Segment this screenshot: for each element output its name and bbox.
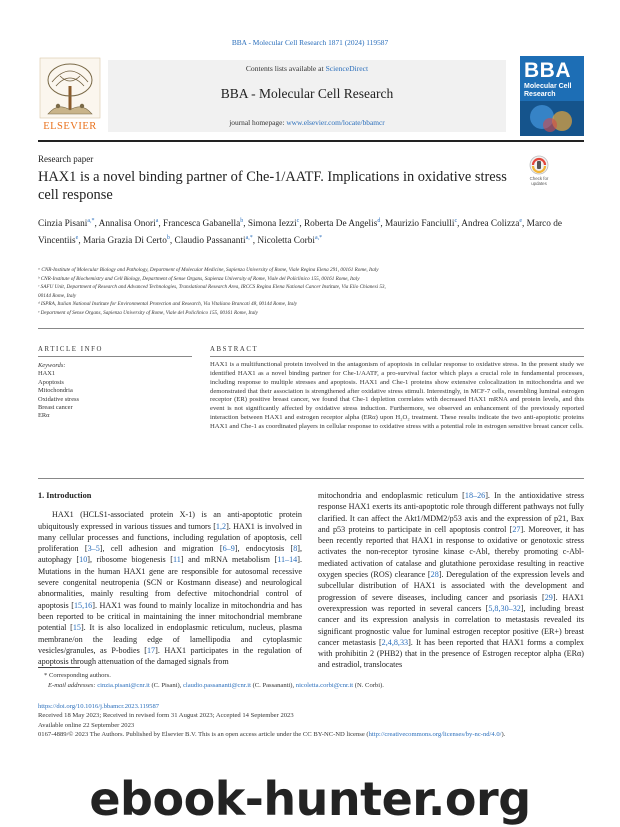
affiliation-line: 00144 Rome, Italy	[38, 292, 77, 299]
author-affiliation-mark[interactable]: b	[240, 218, 244, 224]
citation-link[interactable]: 15,16	[73, 600, 93, 610]
abstract-text: HAX1 is a multifunctional protein involved in the antagonism of apoptosis in cellular response to oxidative stress. In the present study we identified HAX1 as a novel binding partner for Che-1/AATF, a pro-survival factor which plays a crucial role in fundamental processes, including response to multiple stresses and apoptosis. HAX1 and Che-1 proteins show extensive colocalization in mitochondria and we demonstrated that their association is strengthened after oxidative stress stimuli. Interestingly, in MCF-7 cells, resembling luminal estrogen receptor (ER) positive breast cancer, we found that Che-1 depletion correlates with decreased HAX1 mRNA and protein levels, and this event is not significantly affected by oxidative stress induction. Furthermore, we observed an enhancement of the previously reported interaction between HAX1 and estrogen receptor alpha (ERα) upon H₂O₂ treatment. These results indicate the two anti-apoptotic proteins HAX1 and Che-1 as coordinated players in cellular response to oxidative stress with a potential role in estrogen sensitive breast cancer cells.	[210, 361, 584, 430]
email-owner: (C. Passananti),	[250, 682, 296, 689]
text-run: ]. Mutations in the human HAX1 gene are responsible for autosomal recessive severe congenital neutropenia (SCN or Kostmann disease) and neurological abnormalities, mainly resulting from defective mitochondrial control of apoptosis [	[38, 555, 302, 610]
license-end: ).	[501, 731, 506, 739]
keyword: Mitochondria	[38, 387, 73, 395]
article-type: Research paper	[38, 154, 94, 164]
citation-link[interactable]: 5,8,30–32	[488, 603, 521, 613]
citation-link[interactable]: 3–5	[87, 544, 100, 554]
cover-title: BBA	[524, 59, 571, 82]
keywords-block	[38, 362, 79, 421]
text-run: ]. In the antioxidative stress response HAX1 exerts its anti-apoptotic role through different pathways not fully clarified. It can affect the Akt1/MDM2/p53 axis and the expression of p21, Bax and p53 proteins to participate in cell apoptosis control [	[318, 491, 584, 534]
cover-subtitle: Molecular Cell Research	[524, 83, 572, 98]
journal-reference[interactable]: BBA - Molecular Cell Research 1871 (2024) 119587	[231, 38, 389, 47]
author-name[interactable]: Maurizio Fanciulli	[384, 219, 455, 230]
author-list: Cinzia Pisani$^{a,*}$, Annalisa Onori$^a$, Francesca Gabanella$^b$, Simona Iezzi$^c$, Roberta De Angelis$^d$, Maurizio Fanciulli$^c$, Andrea Colizza$^e$, Marco de Vincentiis$^e$, Maria Grazia Di Certo$^b$, Claudio Passananti$^{a,*}$, Nicoletta Corbi$^{a,*}$	[38, 218, 563, 247]
check-updates-text	[521, 176, 557, 186]
license-link[interactable]: http://creativecommons.org/licenses/by-nc-nd/4.0/	[368, 731, 502, 739]
keyword: Breast cancer	[38, 404, 73, 412]
text-run: ]. It has been reported that HAX1 forms a complex with prohibitin 2 (PHB2) that in the presence of Estrogen receptor alpha (ERα) and estradiol, translocates	[318, 637, 584, 670]
license-statement	[38, 730, 584, 739]
masthead	[38, 56, 584, 134]
email-addresses	[38, 681, 584, 691]
homepage-prefix: journal homepage:	[229, 118, 287, 127]
text-run: HAX1 (HCLS1-associated protein X-1) is an anti-apoptotic protein ubiquitously expressed in various tissues and tumors [	[38, 510, 302, 531]
email-label: E-mail addresses:	[48, 682, 98, 689]
keyword: Apoptosis	[38, 378, 64, 386]
author-affiliation-mark[interactable]: b	[166, 235, 170, 242]
author-affiliation-mark[interactable]: c	[454, 218, 458, 224]
keyword: HAX1	[38, 370, 56, 378]
publication-info	[38, 702, 584, 740]
keyword: ERα	[38, 412, 50, 420]
author-affiliation-mark[interactable]: a	[155, 218, 159, 224]
cover-art-icon	[520, 101, 584, 136]
intro-left-paragraph	[38, 509, 302, 667]
citation-link[interactable]: 17	[146, 645, 156, 655]
text-run: ]. HAX1 was found to mainly localize in mitochondria and has been reported to be critical in maintaining the inner mitochondrial membrane potential [	[38, 600, 302, 633]
author-name[interactable]: Marco de Vincentiis	[38, 219, 563, 247]
email-link[interactable]: cinzia.pisani@cnr.it	[97, 682, 150, 689]
author-affiliation-mark[interactable]: a,*	[314, 235, 323, 242]
journal-title: BBA - Molecular Cell Research	[220, 86, 394, 101]
author-name[interactable]: Annalisa Onori	[98, 219, 156, 230]
check-updates-line2: updates	[531, 181, 547, 186]
text-run: ], cell adhesion and migration [	[99, 544, 223, 554]
text-run: ], endocytosis [	[234, 544, 294, 554]
email-link[interactable]: claudio.passananti@cnr.it	[182, 682, 251, 689]
affiliations	[38, 266, 584, 318]
citation-link[interactable]: 29	[544, 592, 553, 602]
abstract-heading: ABSTRACT	[210, 346, 259, 353]
check-updates-line1: Check for	[529, 176, 549, 181]
contents-prefix: Contents lists available at	[245, 64, 326, 73]
citation-link[interactable]: 18–26	[464, 491, 486, 500]
author-affiliation-mark[interactable]: a,*	[87, 218, 95, 224]
intro-right-paragraph	[318, 490, 584, 671]
received-dates: Received 18 May 2023; Received in revised form 31 August 2023; Accepted 14 September 2023	[38, 712, 294, 720]
text-run: ], including breast cancer and its expression analysis in correlation to metastasis revealed its significant prognostic value for luminal estrogen receptor positive (ER+) breast cancer metastasis [	[318, 603, 585, 647]
online-date: Available online 22 September 2023	[38, 721, 135, 729]
text-run: ]. HAX1 overexpression was reported in several cancers [	[318, 592, 584, 613]
check-for-updates-badge[interactable]	[521, 155, 557, 189]
text-run: ], ribosome biogenesis [	[87, 555, 173, 565]
author-name[interactable]: Nicoletta Corbi	[257, 236, 315, 247]
text-run: ]. HAX1 is involved in many cellular processes and functions, including regulation of apoptosis, cell proliferation [	[38, 521, 302, 554]
abstract-end-rule	[38, 478, 584, 479]
email-owner: (C. Pisani),	[149, 682, 183, 689]
watermark-text: ebook-hunter.org	[89, 772, 531, 826]
author-name[interactable]: Maria Grazia Di Certo	[82, 236, 167, 247]
citation-link[interactable]: 28	[430, 570, 439, 580]
publisher-name: ELSEVIER	[43, 121, 97, 132]
contents-line	[108, 64, 506, 73]
text-run: ]. Moreover, it has been recently reported that HAX1 in response to oxidative or genotoxic stress activates the non-receptor tyrosine kinase c-Abl, thereby promoting c-Abl-mediated activation of catalase and glutathione peroxidase resulting in reactive oxygen species (ROS) clearance [	[318, 524, 584, 580]
citation-link[interactable]: 15	[72, 623, 81, 633]
license-text: 0167-4889/© 2023 The Authors. Published by Elsevier B.V. This is an open access article under the CC BY-NC-ND license (	[38, 731, 369, 739]
author-name[interactable]: Roberta De Angelis	[303, 219, 378, 230]
email-link[interactable]: nicoletta.corbi@cnr.it	[295, 682, 354, 689]
text-run: ]. It is also localized in endoplasmic reticulum, nucleus, plasma membrane/on the leading edge of lamellipodia and cytoplasmic vesicles/granules, as P-bodies [	[38, 623, 303, 655]
affiliation-line: ᵈ ISPRA, Italian National Institute for Environmental Protection and Research, Via Vitaliano Brancati 48, 00144 Rome, Italy	[38, 301, 298, 308]
journal-header-box	[108, 60, 506, 132]
citation-link[interactable]: 8	[293, 544, 298, 554]
keywords-label: Keywords:	[38, 362, 66, 369]
intro-heading: 1. Introduction	[38, 491, 92, 500]
abstract-rule	[210, 356, 584, 357]
author-affiliation-mark[interactable]: e	[519, 218, 523, 224]
affiliation-line: ᵇ CNR-Institute of Biochemistry and Cell Biology, Department of Sense Organs, Sapienza University of Rome, Viale del Policlinico 155, 00161 Rome, Italy	[38, 275, 360, 282]
citation-link[interactable]: 2,4,8,33	[381, 637, 409, 647]
author-affiliation-mark[interactable]: e	[75, 235, 79, 242]
affiliation-line: ᶜ SAFU Unit, Department of Research and Advanced Technologies, Translational Research Area, IRCCS Regina Elena National Cancer Institute, Via Elio Chianesi 53,	[38, 284, 386, 291]
intro-right-column	[318, 490, 584, 671]
author-name[interactable]: Claudio Passananti	[174, 236, 246, 247]
article-info-heading: ARTICLE INFO	[38, 346, 104, 353]
author-name[interactable]: Simona Iezzi	[247, 219, 297, 230]
corresponding-note: * Corresponding authors.	[44, 672, 111, 679]
affiliation-line: ᵃ CNR-Institute of Molecular Biology and Pathology, Department of Molecular Medicine, Sapienza University of Rome, Viale Regina Elena 291, 00161 Rome, Italy	[38, 267, 379, 273]
elsevier-logo[interactable]	[38, 56, 102, 134]
footnote-rule	[38, 667, 80, 668]
masthead-rule	[38, 140, 584, 142]
affiliations-rule	[38, 328, 584, 329]
citation-link[interactable]: 11	[173, 555, 181, 565]
citation-link[interactable]: 1,2	[215, 521, 227, 531]
homepage-link[interactable]: www.elsevier.com/locate/bbamcr	[286, 118, 385, 127]
text-run: ]. HAX1 participates in the regulation of apoptosis through attenuation of the damaged signals from	[38, 645, 302, 667]
author-affiliation-mark[interactable]: d	[377, 218, 381, 224]
author-affiliation-mark[interactable]: c	[296, 218, 300, 224]
text-run: mitochondria and endoplasmic reticulum [	[318, 491, 465, 500]
author-name[interactable]: Francesca Gabanella	[163, 219, 241, 230]
keyword: Oxidative stress	[38, 395, 79, 403]
check-updates-icon	[521, 155, 557, 176]
citation-link[interactable]: 6–9	[222, 544, 235, 554]
intro-left-column	[38, 490, 302, 667]
author-name[interactable]: Andrea Colizza	[461, 219, 520, 230]
citation-link[interactable]: 11–14	[277, 555, 298, 565]
journal-cover[interactable]	[520, 56, 584, 136]
text-run: ], autophagy [	[38, 544, 302, 565]
author-affiliation-mark[interactable]: a,*	[245, 235, 253, 242]
email-owner: (N. Corbi).	[353, 682, 384, 689]
affiliation-line: ᵉ Department of Sense Organs, Sapienza University of Rome, Viale del Policlinico 155, 00161 Rome, Italy	[38, 309, 258, 316]
keyword-list	[38, 370, 79, 420]
text-run: ] and mRNA metabolism [	[180, 555, 278, 565]
citation-link[interactable]: 27	[512, 524, 521, 534]
article-info-rule	[38, 356, 192, 357]
sciencedirect-link[interactable]: ScienceDirect	[325, 64, 369, 73]
doi-link[interactable]: https://doi.org/10.1016/j.bbamcr.2023.119587	[38, 703, 160, 710]
text-run: ]. Deregulation of the expression levels and subcellular distribution of HAX1 is associated with the development and progression of severe diseases, including cancer and psoriasis [	[318, 570, 585, 602]
homepage-line	[108, 118, 506, 127]
footnote	[38, 671, 584, 691]
citation-link[interactable]: 10	[79, 555, 88, 565]
author-name[interactable]: Cinzia Pisani	[38, 219, 88, 230]
article-title: HAX1 is a novel binding partner of Che-1/AATF. Implications in oxidative stress cell response	[38, 169, 507, 203]
